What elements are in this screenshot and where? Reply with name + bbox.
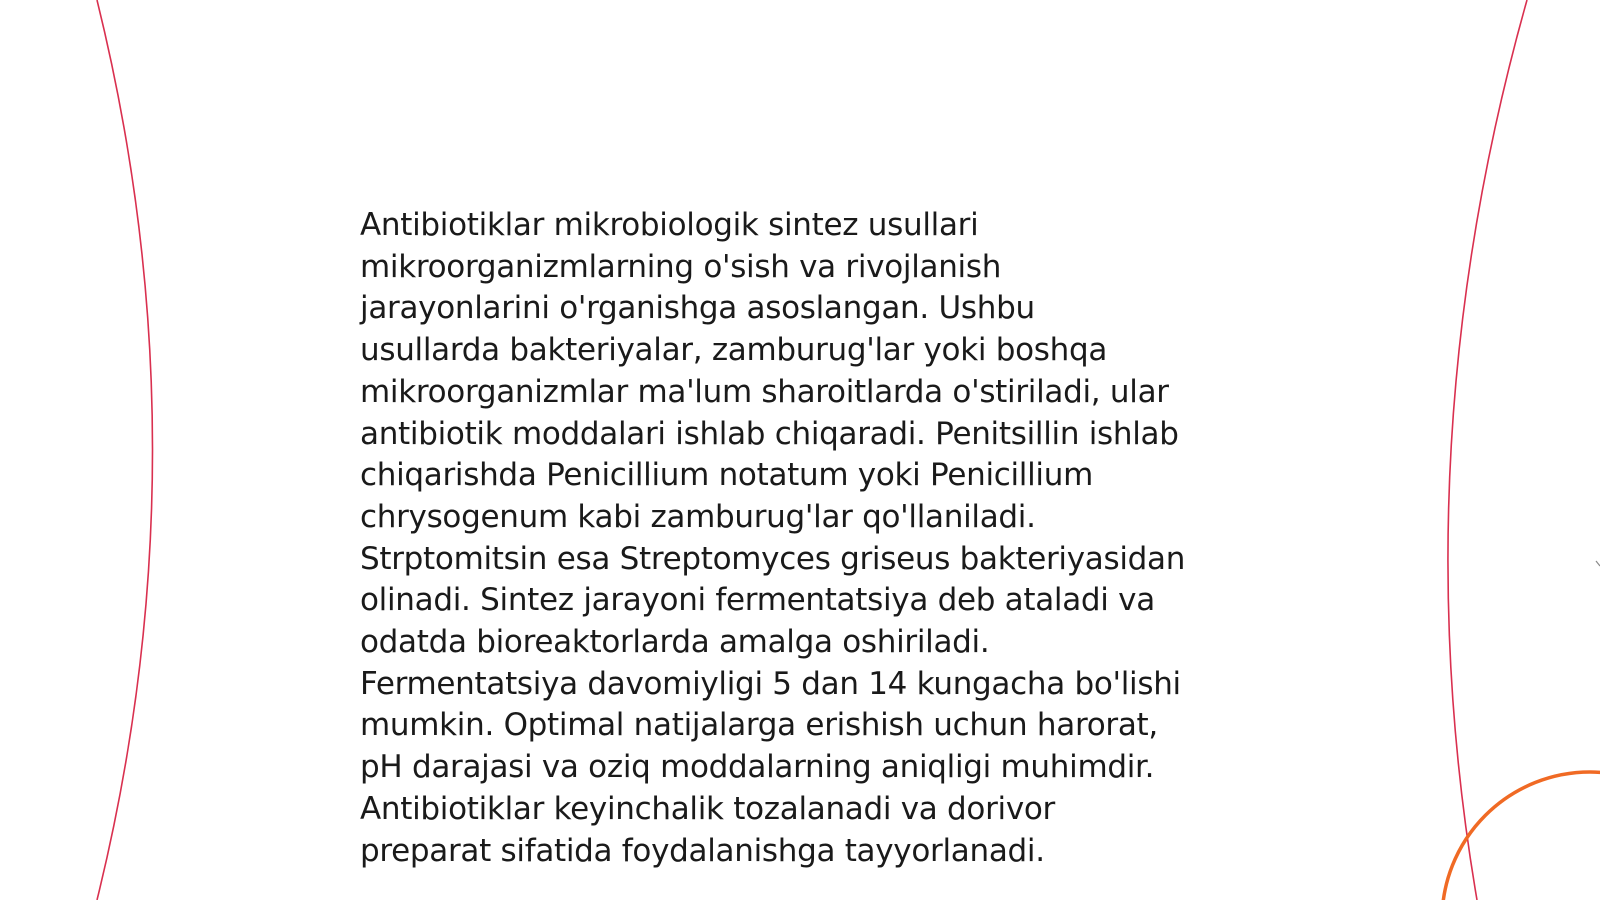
paragraph-line: mikroorganizmlarning o'sish va rivojlanish [360, 248, 1002, 285]
paragraph-line: mikroorganizmlar ma'lum sharoitlarda o'stiriladi, ular [360, 373, 1169, 410]
paragraph-line: Antibiotiklar mikrobiologik sintez usullari [360, 207, 979, 243]
body-paragraph [360, 205, 1260, 872]
paragraph-line: Fermentatsiya davomiyligi 5 dan 14 kungacha bo'lishi [360, 665, 1181, 702]
paragraph-line: chrysogenum kabi zamburug'lar qo'llaniladi. [360, 498, 1036, 535]
paragraph-line: usullarda bakteriyalar, zamburug'lar yoki boshqa [360, 332, 1108, 369]
paragraph-line: odatda bioreaktorlarda amalga oshiriladi. [360, 624, 990, 661]
right-arc-decoration [1448, 0, 1527, 900]
paragraph-line: antibiotik moddalari ishlab chiqaradi. Penitsillin ishlab [360, 415, 1179, 452]
paragraph-line: pH darajasi va oziq moddalarning aniqligi muhimdir. [360, 749, 1155, 786]
left-arc-decoration [97, 0, 153, 900]
corner-circle-decoration [1442, 772, 1600, 900]
paragraph-line: Strptomitsin esa Streptomyces griseus bakteriyasidan [360, 540, 1186, 577]
paragraph-line: chiqarishda Penicillium notatum yoki Penicillium [360, 457, 1093, 494]
paragraph-line: jarayonlarini o'rganishga asoslangan. Ushbu [360, 290, 1035, 327]
edge-tick-decoration [1596, 561, 1600, 566]
paragraph-line: olinadi. Sintez jarayoni fermentatsiya deb ataladi va [360, 582, 1155, 619]
paragraph-line: mumkin. Optimal natijalarga erishish uchun harorat, [360, 707, 1158, 744]
paragraph-line: Antibiotiklar keyinchalik tozalanadi va dorivor [360, 790, 1055, 827]
paragraph-line: preparat sifatida foydalanishga tayyorlanadi. [360, 832, 1045, 869]
